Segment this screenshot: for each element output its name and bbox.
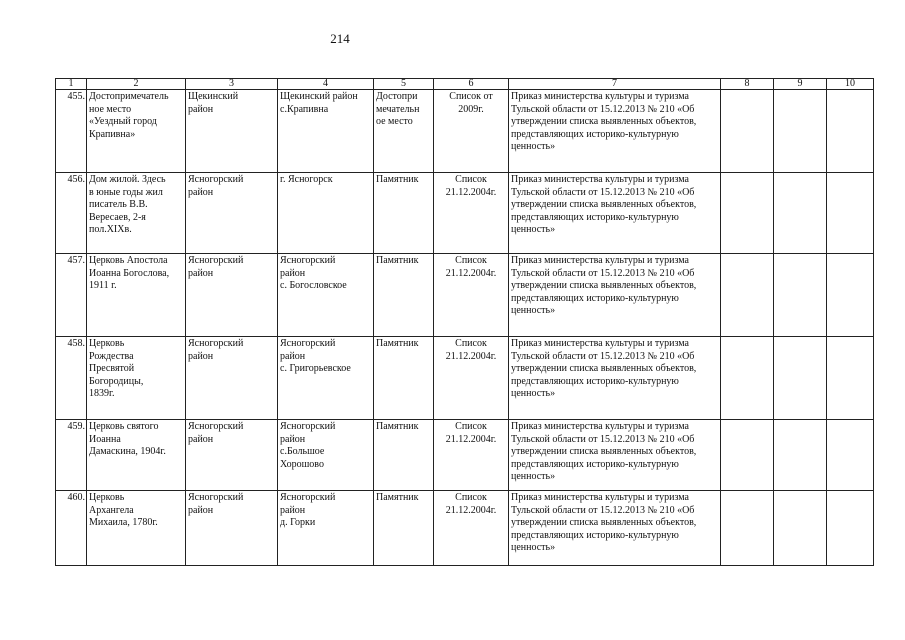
list-reference: Список от 2009г.: [434, 90, 509, 173]
order-reference: Приказ министерства культуры и туризма Тульской области от 15.12.2013 № 210 «Об утверждении списка выявленных объектов, представляющих историко-культурную ценность»: [509, 173, 721, 254]
column-10-cell: [827, 420, 874, 491]
object-name: Церковь Рождества Пресвятой Богородицы, 1839г.: [87, 337, 186, 420]
column-9-cell: [774, 90, 827, 173]
column-8-cell: [721, 90, 774, 173]
district: Ясногорский район: [186, 420, 278, 491]
column-9-cell: [774, 491, 827, 566]
object-name: Дом жилой. Здесь в юные годы жил писатель В.В. Вересаев, 2-я пол.XIXв.: [87, 173, 186, 254]
address: г. Ясногорск: [278, 173, 374, 254]
list-reference: Список 21.12.2004г.: [434, 173, 509, 254]
district: Ясногорский район: [186, 337, 278, 420]
address: Ясногорский район с. Богословское: [278, 254, 374, 337]
column-header: 9: [774, 79, 827, 90]
column-10-cell: [827, 90, 874, 173]
order-reference: Приказ министерства культуры и туризма Тульской области от 15.12.2013 № 210 «Об утверждении списка выявленных объектов, представляющих историко-культурную ценность»: [509, 491, 721, 566]
table-header-row: [56, 79, 874, 90]
row-number: 456.: [56, 173, 87, 254]
page-number: 214: [330, 31, 350, 46]
object-name: Церковь святого Иоанна Дамаскина, 1904г.: [87, 420, 186, 491]
list-reference: Список 21.12.2004г.: [434, 337, 509, 420]
row-number: 460.: [56, 491, 87, 566]
table-row: [56, 254, 874, 337]
address: Ясногорский район с. Григорьевское: [278, 337, 374, 420]
column-8-cell: [721, 420, 774, 491]
column-8-cell: [721, 254, 774, 337]
column-header: 4: [278, 79, 374, 90]
column-9-cell: [774, 337, 827, 420]
object-type: Памятник: [374, 491, 434, 566]
order-reference: Приказ министерства культуры и туризма Тульской области от 15.12.2013 № 210 «Об утверждении списка выявленных объектов, представляющих историко-культурную ценность»: [509, 420, 721, 491]
list-reference: Список 21.12.2004г.: [434, 254, 509, 337]
object-type: Памятник: [374, 173, 434, 254]
column-header: 1: [56, 79, 87, 90]
object-type: Достопри мечательн ое место: [374, 90, 434, 173]
table-row: [56, 420, 874, 491]
column-9-cell: [774, 420, 827, 491]
row-number: 457.: [56, 254, 87, 337]
address: Ясногорский район с.Большое Хорошово: [278, 420, 374, 491]
column-10-cell: [827, 254, 874, 337]
order-reference: Приказ министерства культуры и туризма Тульской области от 15.12.2013 № 210 «Об утверждении списка выявленных объектов, представляющих историко-культурную ценность»: [509, 90, 721, 173]
table-row: [56, 337, 874, 420]
list-reference: Список 21.12.2004г.: [434, 491, 509, 566]
table-row: [56, 173, 874, 254]
row-number: 459.: [56, 420, 87, 491]
district: Ясногорский район: [186, 491, 278, 566]
column-header: 10: [827, 79, 874, 90]
column-header: 7: [509, 79, 721, 90]
order-reference: Приказ министерства культуры и туризма Тульской области от 15.12.2013 № 210 «Об утверждении списка выявленных объектов, представляющих историко-культурную ценность»: [509, 254, 721, 337]
address: Щекинский район с.Крапивна: [278, 90, 374, 173]
object-name: Церковь Апостола Иоанна Богослова, 1911 г.: [87, 254, 186, 337]
column-10-cell: [827, 173, 874, 254]
address: Ясногорский район д. Горки: [278, 491, 374, 566]
row-number: 458.: [56, 337, 87, 420]
object-name: Достопримечатель ное место «Уездный город Крапивна»: [87, 90, 186, 173]
object-type: Памятник: [374, 420, 434, 491]
object-type: Памятник: [374, 337, 434, 420]
district: Щекинский район: [186, 90, 278, 173]
order-reference: Приказ министерства культуры и туризма Тульской области от 15.12.2013 № 210 «Об утверждении списка выявленных объектов, представляющих историко-культурную ценность»: [509, 337, 721, 420]
column-10-cell: [827, 491, 874, 566]
table-row: [56, 491, 874, 566]
column-8-cell: [721, 491, 774, 566]
district: Ясногорский район: [186, 173, 278, 254]
object-name: Церковь Архангела Михаила, 1780г.: [87, 491, 186, 566]
column-header: 6: [434, 79, 509, 90]
row-number: 455.: [56, 90, 87, 173]
object-type: Памятник: [374, 254, 434, 337]
column-header: 2: [87, 79, 186, 90]
column-8-cell: [721, 173, 774, 254]
column-9-cell: [774, 254, 827, 337]
column-10-cell: [827, 337, 874, 420]
column-header: 3: [186, 79, 278, 90]
district: Ясногорский район: [186, 254, 278, 337]
column-9-cell: [774, 173, 827, 254]
column-8-cell: [721, 337, 774, 420]
column-header: 5: [374, 79, 434, 90]
list-reference: Список 21.12.2004г.: [434, 420, 509, 491]
column-header: 8: [721, 79, 774, 90]
table-row: [56, 90, 874, 173]
heritage-objects-table: [55, 78, 874, 566]
